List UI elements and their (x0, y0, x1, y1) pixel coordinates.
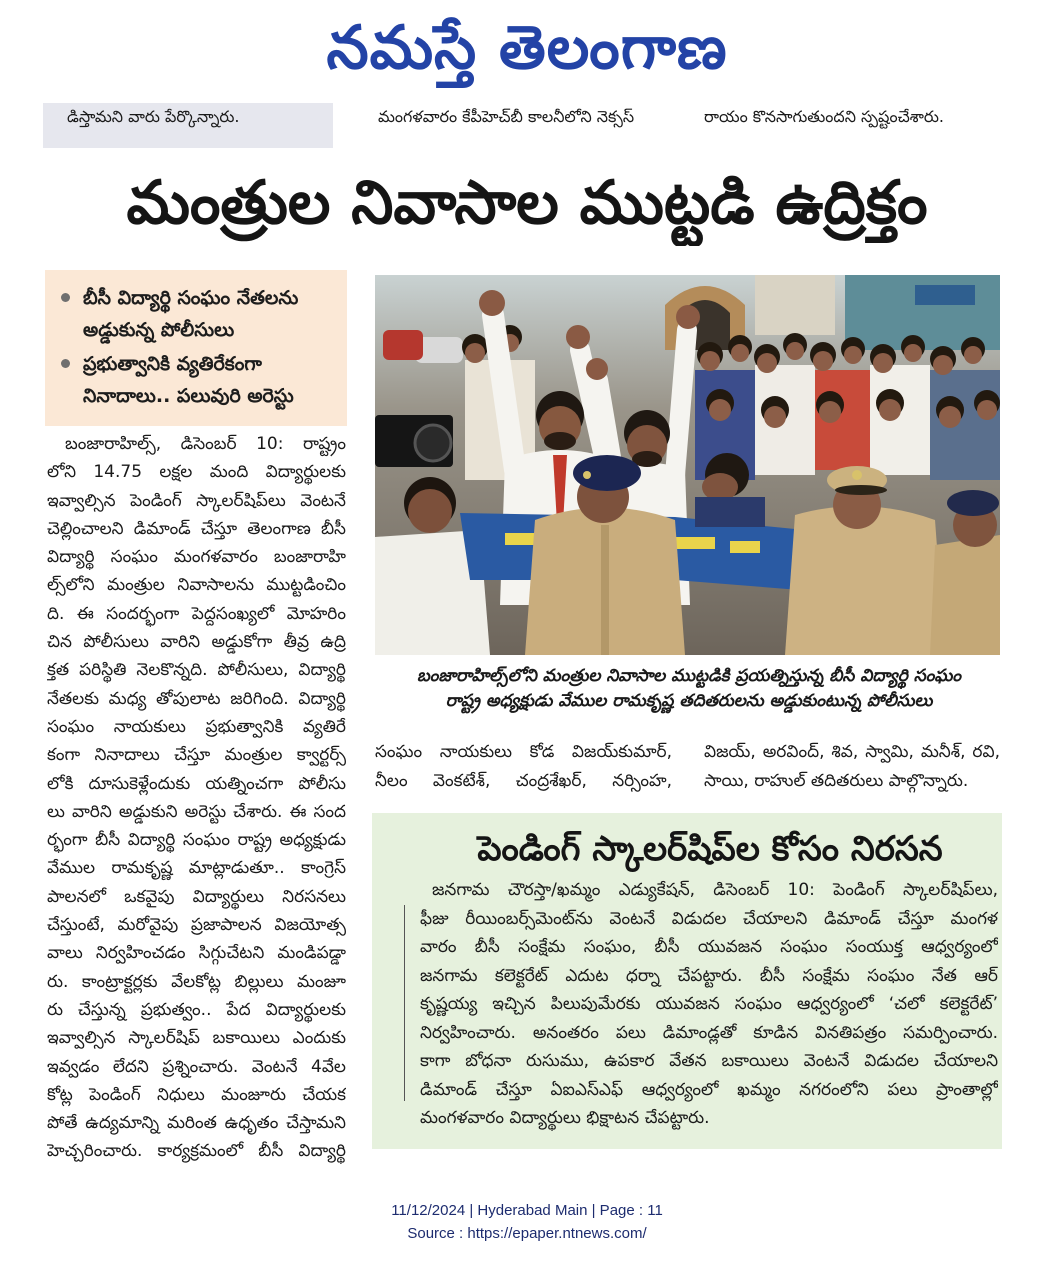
bullet-icon (61, 293, 70, 302)
body-text-line: కృష్ణయ్య ఇచ్చిన పిలుపుమేరకు యువజన సంఘం ఆధ్వర్యంలో ‘చలో కలెక్టరేట్’ (420, 994, 998, 1014)
footer-edition-line: 11/12/2024 | Hyderabad Main | Page : 11 (391, 1202, 663, 1219)
highlight-item (45, 348, 347, 412)
photo-caption (382, 664, 996, 714)
main-article-body (47, 430, 346, 1166)
highlight-line: అడ్డుకున్న పోలీసులు (83, 319, 235, 341)
body-text-line: సంఘం నాయకులు ప్రభుత్వానికి వ్యతిరే (47, 716, 346, 737)
strip-right-text: రాయం కొనసాగుతుందని స్పష్టంచేశారు. (704, 107, 944, 126)
body-text-line: లోకి దూసుకెళ్లేందుకు యత్నించగా పోలీసు (47, 773, 346, 794)
body-text-line: ఫీజు రీయింబర్స్‌మెంట్‌ను వెంటనే విడుదల చేయాలని డిమాండ్ చేస్తూ మంగళ (420, 908, 998, 929)
body-text-line: చేస్తుంటే, మరోవైపు ప్రజాపాలన విజయోత్స (47, 915, 346, 936)
body-text-line: కంగా నినాదాలు చేస్తూ మంత్రుల క్వార్టర్స్ (47, 745, 346, 766)
body-text-line: కోట్ల పెండింగ్ నిధులు మంజూరు చేయక (47, 1084, 346, 1105)
column-rule (404, 905, 405, 1101)
body-text-line: డిమాండ్ చేస్తూ ఏఐఎస్ఎఫ్ ఆధ్వర్యంలో ఖమ్మం నగరంలోని పలు ప్రాంతాల్లో (420, 1079, 998, 1100)
protest-photo-illustration (375, 275, 1000, 655)
body-text-line: కాగా బోధనా రుసుము, ఉపకార వేతన బకాయిలు వెంటనే విడుదల చేయాలని (420, 1051, 998, 1071)
body-text-line: ల్స్‌లోని మంత్రుల నివాసాలను ముట్టడించిం (47, 575, 346, 596)
body-text-line: బంజారాహిల్స్, డిసెంబర్ 10: రాష్ట్రం (65, 434, 346, 454)
body-text-line: వారం బీసీ సంక్షేమ సంఘం, బీసీ యువజన సంఘం సంయుక్త ఆధ్వర్యంలో (420, 937, 998, 957)
body-text-line: జనగామ కలెక్టరేట్ ఎదుట ధర్నా చేపట్టారు. బీసీ సంక్షేమ సంఘం నేత ఆర్ (420, 965, 998, 986)
strip-middle-text: మంగళవారం కేపీహెచ్‌బీ కాలనీలోని నెక్సస్ (378, 107, 635, 126)
body-text-line: విజయ్, అరవింద్, శివ, స్వామి, మనీశ్, రవి, (704, 742, 1000, 762)
main-headline: మంత్రుల నివాసాల ముట్టడి ఉద్రిక్తం (126, 168, 928, 238)
continuation-column-a (375, 738, 672, 796)
second-article-box (372, 813, 1002, 1149)
body-text-line: లోని 14.75 లక్షల మంది విద్యార్థులకు (47, 462, 346, 483)
body-text-line: ది. ఈ సందర్భంగా పెద్దసంఖ్యలో మోహరిం (47, 603, 346, 624)
footer-source-line: Source : https://epaper.ntnews.com/ (407, 1225, 647, 1242)
body-text-line: హెచ్చరించారు. కార్యక్రమంలో బీసీ విద్యార్థి (47, 1141, 346, 1162)
body-text-line: ర్భంగా బీసీ విద్యార్థి సంఘం రాష్ట్ర అధ్యక్షుడు (47, 830, 346, 851)
body-text-line: నిర్వహించారు. అనంతరం పలు డిమాండ్లతో కూడిన వినతిపత్రం సమర్పించారు. (420, 1022, 998, 1043)
body-text-line: నేతలకు మధ్య తోపులాట జరిగింది. విద్యార్థి (47, 688, 346, 709)
body-text-line: లు వారిని అడ్డుకుని అరెస్టు చేశారు. ఈ సంద (47, 801, 346, 822)
highlight-line: ప్రభుత్వానికి వ్యతిరేకంగా (83, 353, 262, 375)
body-text-line: సాయి, రాహుల్ తదితరులు పాల్గొన్నారు. (704, 771, 969, 791)
news-photo (375, 275, 1000, 655)
caption-line: రాష్ట్ర అధ్యక్షుడు వేముల రామకృష్ణ తదితరులను అడ్డుకుంటున్న పోలీసులు (445, 691, 933, 711)
body-text-line: వేముల రామకృష్ణ మాట్లాడుతూ.. కాంగ్రెస్ (47, 858, 346, 879)
body-text-line: పాలనలో ఒకవైపు విద్యార్థులు నిరసనలు (47, 886, 346, 907)
highlight-line: బీసీ విద్యార్థి సంఘం నేతలను (83, 287, 299, 309)
masthead-logo: నమస్తే తెలంగాణ (326, 13, 728, 83)
body-text-line: చెల్లించాలని డిమాండ్ చేస్తూ తెలంగాణ బీసీ (47, 518, 346, 539)
body-text-line: ఇవ్వాల్సిన పెండింగ్ స్కాలర్‌షిప్‌లు వెంటనే (47, 490, 346, 511)
body-text-line: ఇవ్వాల్సిన స్కాలర్‌షిప్ బకాయిలు ఎందుకు (47, 1028, 346, 1049)
highlights-box (45, 270, 347, 426)
highlight-line: నినాదాలు.. పలువురి అరెస్టు (83, 385, 294, 407)
body-text-line: సంఘం నాయకులు కోడ విజయ్‌కుమార్, (375, 742, 672, 762)
bullet-icon (61, 359, 70, 368)
second-article-headline: పెండింగ్ స్కాలర్‌షిప్‌ల కోసం నిరసన (477, 829, 943, 869)
body-text-line: మంగళవారం విద్యార్థులు భిక్షాటన చేపట్టారు. (420, 1108, 710, 1128)
body-text-line: జనగామ చౌరస్తా/ఖమ్మం ఎడ్యుకేషన్, డిసెంబర్ 10: పెండింగ్ స్కాలర్‌షిప్‌లు, (432, 880, 998, 900)
second-article-body (420, 876, 998, 1133)
body-text-line: విద్యార్థి సంఘం మంగళవారం బంజారాహి (47, 547, 346, 568)
body-text-line: నీలం వెంకటేశ్, చంద్రశేఖర్, నర్సింహ, (375, 771, 672, 791)
highlight-item (45, 282, 347, 346)
body-text-line: రు చేస్తున్న ప్రభుత్వం.. పేద విద్యార్థులకు (47, 999, 346, 1020)
body-text-line: క్తత పరిస్థితి నెలకొన్నది. పోలీసులు, విద్యార్థి (47, 660, 346, 681)
strip-left-text: డిస్తామని వారు పేర్కొన్నారు. (43, 103, 333, 148)
body-text-line: రు. కాంట్రాక్టర్లకు వేలకోట్ల బిల్లులు మంజూ (47, 971, 346, 992)
body-text-line: పోతే ఉద్యమాన్ని మరింత ఉధృతం చేస్తామని (47, 1113, 346, 1134)
continuation-column-b (704, 738, 1000, 796)
body-text-line: చిన పోలీసులు వారిని అడ్డుకోగా తీవ్ర ఉద్రి (47, 632, 346, 653)
body-text-line: వాలు నిర్వహించడం సిగ్గుచేటని మండిపడ్డా (47, 943, 346, 964)
body-text-line: ఇవ్వడం లేదని ప్రశ్నించారు. వెంటనే 4వేల (47, 1056, 346, 1077)
caption-line: బంజారాహిల్స్‌లోని మంత్రుల నివాసాల ముట్టడికి ప్రయత్నిస్తున్న బీసీ విద్యార్థి సంఘం (417, 666, 961, 686)
